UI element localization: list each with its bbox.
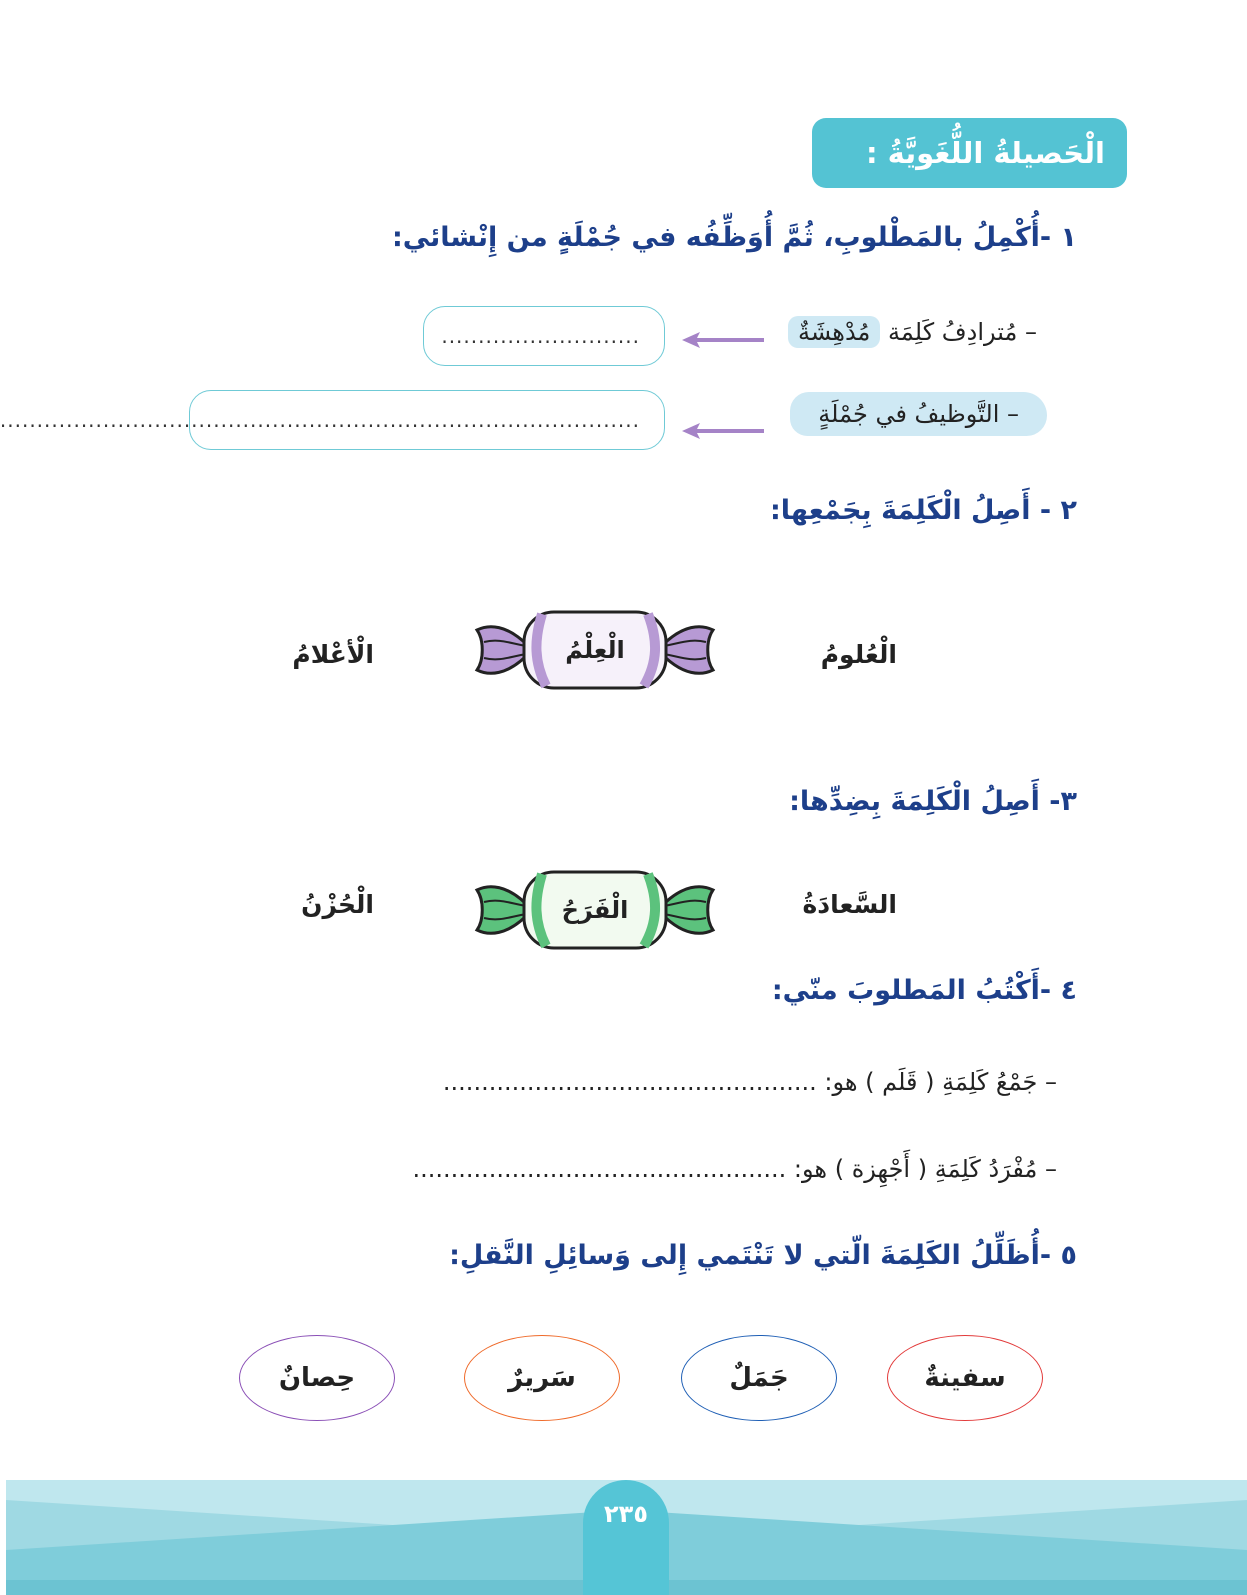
q1-answer-field-2[interactable] bbox=[0, 390, 665, 450]
q4-title: ٤ -أَكْتُبُ المَطلوبَ منّي: bbox=[771, 975, 1077, 1006]
q4-line-2[interactable]: – مُفْرَدُ كَلِمَةِ ( أَجْهِزة ) هو: ................................................. bbox=[412, 1155, 1057, 1183]
page-number: ٢٣٥ bbox=[604, 1500, 648, 1528]
q1-item1-prefix: – مُترادِفُ كَلِمَة bbox=[888, 318, 1037, 346]
option-ship-label: سفينةٌ bbox=[924, 1363, 1006, 1393]
option-ship[interactable] bbox=[887, 1335, 1043, 1421]
section-title: الْحَصيلةُ اللُّغَويَّةُ : bbox=[865, 136, 1105, 170]
q1-answer-dots-1: ........................... bbox=[441, 324, 640, 348]
q1-answer-dots-2: ....................................................................................... bbox=[0, 408, 640, 432]
q4-line-1[interactable]: – جَمْعُ كَلِمَةِ ( قَلَم ) هو: ................................................. bbox=[442, 1068, 1057, 1096]
page-number-badge bbox=[583, 1480, 669, 1595]
option-camel-label: جَمَلٌ bbox=[729, 1363, 789, 1393]
option-bed[interactable] bbox=[464, 1335, 620, 1421]
q1-item2 bbox=[790, 400, 1047, 428]
q5-title: ٥ -أُظَلِّلُ الكَلِمَةَ الّتي لا تَنْتَمي إِلى وَسائِلِ النَّقلِ: bbox=[449, 1240, 1077, 1271]
q1-item1-word: مُدْهِشَةٌ bbox=[788, 316, 880, 348]
arrow-left-icon bbox=[682, 421, 766, 441]
option-bed-label: سَريرٌ bbox=[508, 1363, 576, 1393]
q3-candy-word: الْفَرَحُ bbox=[561, 896, 629, 924]
arrow-left-icon bbox=[682, 330, 766, 350]
q2-candy-word: الْعِلْمُ bbox=[565, 636, 625, 664]
option-horse-label: حِصانٌ bbox=[278, 1363, 356, 1393]
q3-title: ٣- أَصِلُ الْكَلِمَةَ بِضِدِّها: bbox=[789, 786, 1077, 817]
q3-left-word[interactable]: السَّعادَةُ bbox=[802, 890, 897, 919]
section-header bbox=[812, 118, 1127, 188]
q2-left-word[interactable]: الْعُلومُ bbox=[820, 640, 897, 669]
q2-title: ٢ - أَصِلُ الْكَلِمَةَ بِجَمْعِها: bbox=[769, 495, 1077, 526]
q2-right-word[interactable]: الْأعْلامُ bbox=[292, 640, 374, 669]
q1-title: ١ -أُكْمِلُ بالمَطْلوبِ، ثُمَّ أُوَظِّفُه في جُمْلَةٍ من إِنْشائي: bbox=[391, 222, 1077, 253]
q1-item1 bbox=[788, 318, 1037, 346]
q3-right-word[interactable]: الْحُزْنُ bbox=[301, 890, 374, 919]
q1-answer-field-1[interactable] bbox=[423, 306, 665, 366]
q1-item2-text: – التَّوظيفُ في جُمْلَةٍ bbox=[790, 392, 1047, 436]
option-horse[interactable] bbox=[239, 1335, 395, 1421]
option-camel[interactable] bbox=[681, 1335, 837, 1421]
